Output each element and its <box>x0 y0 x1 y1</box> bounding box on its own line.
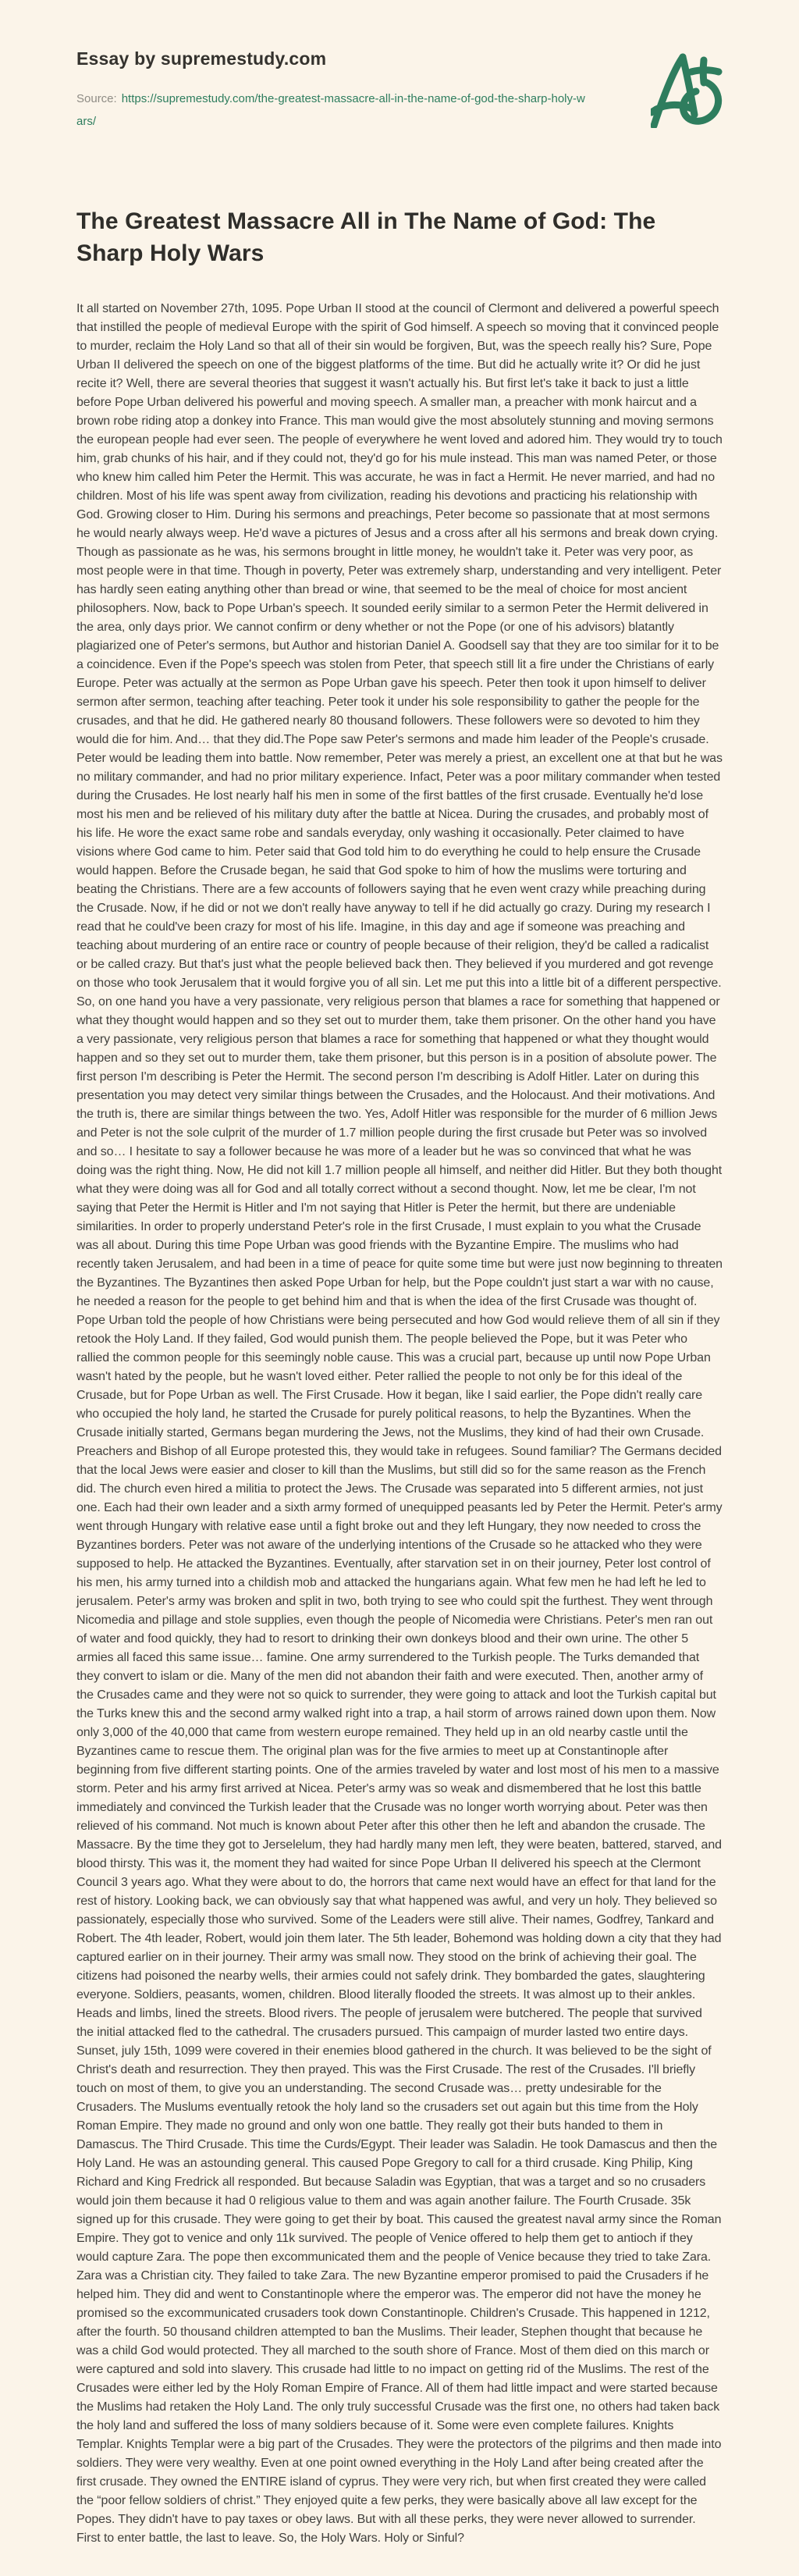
source-line <box>76 88 591 133</box>
a-plus-logo-icon <box>651 50 723 128</box>
source-link[interactable]: https://supremestudy.com/the-greatest-massacre-all-in-the-name-of-god-the-sharp-holy-wars/ <box>76 92 585 128</box>
essay-content <box>76 206 723 2548</box>
essay-title: The Greatest Massacre All in The Name of God: The Sharp Holy Wars <box>76 208 656 266</box>
page-header <box>76 48 723 133</box>
essay-body: It all started on November 27th, 1095. Pope Urban II stood at the council of Clermont and delivered a powerful speech that instilled the people of medieval Europe with the spirit of God himself. A speech so moving that it convinced people to murder, reclaim the Holy Land so that all of their sin would be forgiven, But, was the speech really his? Sure, Pope Urban II delivered the speech on one of the biggest platforms of the time. But did he actually write it? Or did he just recite it? Well, there are several theories that suggest it wasn't actually his. But first let's take it back to just a little before Pope Urban delivered his powerful and moving speech. A smaller man, a preacher with monk haircut and a brown robe riding atop a donkey into France. This man would give the most absolutely stunning and moving sermons the european people had ever seen. The people of everywhere he went loved and adored him. They would try to touch him, grab chunks of his hair, and if they could not, they'd go for his mule instead. This man was named Peter, or those who knew him called him Peter the Hermit. This was accurate, he was in fact a Hermit. He never married, and had no children. Most of his life was spent away from civilization, reading his devotions and practicing his relationship with God. Growing closer to Him. During his sermons and preachings, Peter become so passionate that at most sermons he would nearly always weep. He'd wave a pictures of Jesus and a cross after all his sermons and break down crying. Though as passionate as he was, his sermons brought in little money, he wouldn't take it. Peter was very poor, as most people were in that time. Though in poverty, Peter was extremely sharp, understanding and very intelligent. Peter has hardly seen eating anything other than bread or wine, that seemed to be the meal of choice for most ancient philosophers. Now, back to Pope Urban's speech. It sounded eerily similar to a sermon Peter the Hermit delivered in the area, only days prior. We cannot confirm or deny whether or not the Pope (or one of his advisors) blatantly plagiarized one of Peter's sermons, but Author and historian Daniel A. Goodsell say that they are too similar for it to be a coincidence. Even if the Pope's speech was stolen from Peter, that speech still lit a fire under the Christians of early Europe. Peter was actually at the sermon as Pope Urban gave his speech. Peter then took it upon himself to deliver sermon after sermon, teaching after teaching. Peter took it under his sole responsibility to gather the people for the crusades, and that he did. He gathered nearly 80 thousand followers. These followers were so devoted to him they would die for him. And… that they did.The Pope saw Peter's sermons and made him leader of the People's crusade. Peter would be leading them into battle. Now remember, Peter was merely a priest, an excellent one at that but he was no military commander, and had no prior military experience. Infact, Peter was a poor military commander when tested during the Crusades. He lost nearly half his men in some of the first battles of the first crusade. Eventually he'd lose most his men and be relieved of his military duty after the battle at Nicea. During the crusades, and probably most of his life. He wore the exact same robe and sandals everyday, only washing it occasionally. Peter claimed to have visions where God came to him. Peter said that God told him to do everything he could to help ensure the Crusade would happen. Before the Crusade began, he said that God spoke to him of how the muslims were torturing and beating the Christians. There are a few accounts of followers saying that he even went crazy while preaching during the Crusade. Now, if he did or not we don't really have anyway to tell if he did actually go crazy. During my research I read that he could've been crazy for most of his life. Imagine, in this day and age if someone was preaching and teaching about murdering of an entire race or country of people because of their religion, they'd be called a radicalist or be called crazy. But that's just what the people believed back then. They believed if you murdered and got revenge on those who took Jerusalem that it would forgive you of all sin. Let me put this into a little bit of a different perspective. So, on one hand you have a very passionate, very religious person that blames a race for something that happened or what they thought would happen and so they set out to murder them, take them prisoner. On the other hand you have a very passionate, very religious person that blames a race for something that happened or what they thought would happen and so they set out to murder them, take them prisoner, but this person is in a position of absolute power. The first person I'm describing is Peter the Hermit. The second person I'm describing is Adolf Hitler. Later on during this presentation you may detect very similar things between the Crusades, and the Holocaust. And their motivations. And the truth is, there are similar things between the two. Yes, Adolf Hitler was responsible for the murder of 6 million Jews and Peter is not the sole culprit of the murder of 1.7 million people during the first crusade but Peter was so involved and so… I hesitate to say a follower because he was more of a leader but he was so convinced that what he was doing was the right thing. Now, He did not kill 1.7 million people all himself, and neither did Hitler. But they both thought what they were doing was all for God and all totally correct without a second thought. Now, let me be clear, I'm not saying that Peter the Hermit is Hitler and I'm not saying that Hitler is Peter the hermit, but there are undeniable similarities. In order to properly understand Peter's role in the first Crusade, I must explain to you what the Crusade was all about. During this time Pope Urban was good friends with the Byzantine Empire. The muslims who had recently taken Jerusalem, and had been in a time of peace for quite some time but were just now beginning to threaten the Byzantines. The Byzantines then asked Pope Urban for help, but the Pope couldn't just start a war with no cause, he needed a reason for the people to get behind him and that is when the idea of the first Crusade was thought of. Pope Urban told the people of how Christians were being persecuted and how God would relieve them of all sin if they retook the Holy Land. If they failed, God would punish them. The people believed the Pope, but it was Peter who rallied the common people for this seemingly noble cause. This was a crucial part, because up until now Pope Urban wasn't hated by the people, but he wasn't loved either. Peter rallied the people to not only be for this ideal of the Crusade, but for Pope Urban as well. The First Crusade. How it began, like I said earlier, the Pope didn't really care who occupied the holy land, he started the Crusade for purely political reasons, to help the Byzantines. When the Crusade initially started, Germans began murdering the Jews, not the Muslims, they kind of had their own Crusade. Preachers and Bishop of all Europe protested this, they would take in refugees. Sound familiar? The Germans decided that the local Jews were easier and closer to kill than the Muslims, but still did so for the same reason as the French did. The church even hired a militia to protect the Jews. The Crusade was separated into 5 different armies, not just one. Each had their own leader and a sixth army formed of unequipped peasants led by Peter the Hermit. Peter's army went through Hungary with relative ease until a fight broke out and they left Hungary, they now needed to cross the Byzantines borders. Peter was not aware of the underlying intentions of the Crusade so he attacked who they were supposed to help. He attacked the Byzantines. Eventually, after starvation set in on their journey, Peter lost control of his men, his army turned into a childish mob and attacked the hungarians again. What few men he had left he led to jerusalem. Peter's army was broken and split in two, both trying to see who could spit the furthest. They went through Nicomedia and pillage and stole supplies, even though the people of Nicomedia were Christians. Peter's men ran out of water and food quickly, they had to resort to drinking their own donkeys blood and their own urine. The other 5 armies all faced this same issue… famine. One army surrendered to the Turkish people. The Turks demanded that they convert to islam or die. Many of the men did not abandon their faith and were executed. Then, another army of the Crusades came and they were not so quick to surrender, they were going to attack and loot the Turkish capital but the Turks knew this and the second army walked right into a trap, a hail storm of arrows rained down upon them. Now only 3,000 of the 40,000 that came from western europe remained. They held up in an old nearby castle until the Byzantines came to rescue them. The original plan was for the five armies to meet up at Constantinople after beginning from five different starting points. One of the armies traveled by water and lost most of his men to a massive storm. Peter and his army first arrived at Nicea. Peter's army was so weak and dismembered that he lost this battle immediately and convinced the Turkish leader that the Crusade was no longer worth worrying about. Peter was then relieved of his command. Not much is known about Peter after this other then he left and abandon the crusade. The Massacre. By the time they got to Jerselelum, they had hardly many men left, they were beaten, battered, starved, and blood thirsty. This was it, the moment they had waited for since Pope Urban II delivered his speech at the Clermont Council 3 years ago. What they were about to do, the horrors that came next would have an effect for that land for the rest of history. Looking back, we can obviously say that what happened was awful, and very un holy. They believed so passionately, especially those who survived. Some of the Leaders were still alive. Their names, Godfrey, Tankard and Robert. The 4th leader, Robert, would join them later. The 5th leader, Bohemond was holding down a city that they had captured earlier on in their journey. Their army was small now. They stood on the brink of achieving their goal. The citizens had poisoned the nearby wells, their armies could not safely drink. They bombarded the gates, slaughtering everyone. Soldiers, peasants, women, children. Blood literally flooded the streets. It was almost up to their ankles. Heads and limbs, lined the streets. Blood rivers. The people of jerusalem were butchered. The people that survived the initial attacked fled to the cathedral. The crusaders pursued. This campaign of murder lasted two entire days. Sunset, july 15th, 1099 were covered in their enemies blood gathered in the church. It was believed to be the sight of Christ's death and resurrection. They then prayed. This was the First Crusade. The rest of the Crusades. I'll briefly touch on most of them, to give you an understanding. The second Crusade was… pretty undesirable for the Crusaders. The Muslums eventually retook the holy land so the crusaders set out again but this time from the Holy Roman Empire. They made no ground and only won one battle. They really got their buts handed to them in Damascus. The Third Crusade. This time the Curds/Egypt. Their leader was Saladin. He took Damascus and then the Holy Land. He was an astounding general. This caused Pope Gregory to call for a third crusade. King Philip, King Richard and King Fredrick all responded. But because Saladin was Egyptian, that was a target and so no crusaders would join them because it had 0 religious value to them and was again another failure. The Fourth Crusade. 35k signed up for this crusade. They were going to get their by boat. This caused the greatest naval army since the Roman Empire. They got to venice and only 11k survived. The people of Venice offered to help them get to antioch if they would capture Zara. The pope then excommunicated them and the people of Venice because they tried to take Zara. Zara was a Christian city. They failed to take Zara. The new Byzantine emperor promised to paid the Crusaders if he helped him. They did and went to Constantinople where the emperor was. The emperor did not have the money he promised so the excommunicated crusaders took down Constantinople. Children's Crusade. This happened in 1212, after the fourth. 50 thousand children attempted to ban the Muslims. Their leader, Stephen thought that because he was a child God would protected. They all marched to the south shore of France. Most of them died on this march or were captured and sold into slavery. This crusade had little to no impact on getting rid of the Muslims. The rest of the Crusades were either led by the Holy Roman Empire of France. All of them had little impact and were started because the Muslims had retaken the Holy Land. The only truly successful Crusade was the first one, no others had taken back the holy land and suffered the loss of many soldiers because of it. Some were even complete failures. Knights Templar. Knights Templar were a big part of the Crusades. They were the protectors of the pilgrims and then made into soldiers. They were very wealthy. Even at one point owned everything in the Holy Land after being created after the first crusade. They owned the ENTIRE island of cyprus. They were very rich, but when first created they were called the “poor fellow soldiers of christ.” They enjoyed quite a few perks, they were basically above all law except for the Popes. They didn't have to pay taxes or obey laws. But with all these perks, they were never allowed to surrender. First to enter battle, the last to leave. So, the Holy Wars. Holy or Sinful? <box>76 301 723 2545</box>
source-label: Source: <box>76 92 117 105</box>
page-title: Essay by supremestudy.com <box>76 48 327 69</box>
